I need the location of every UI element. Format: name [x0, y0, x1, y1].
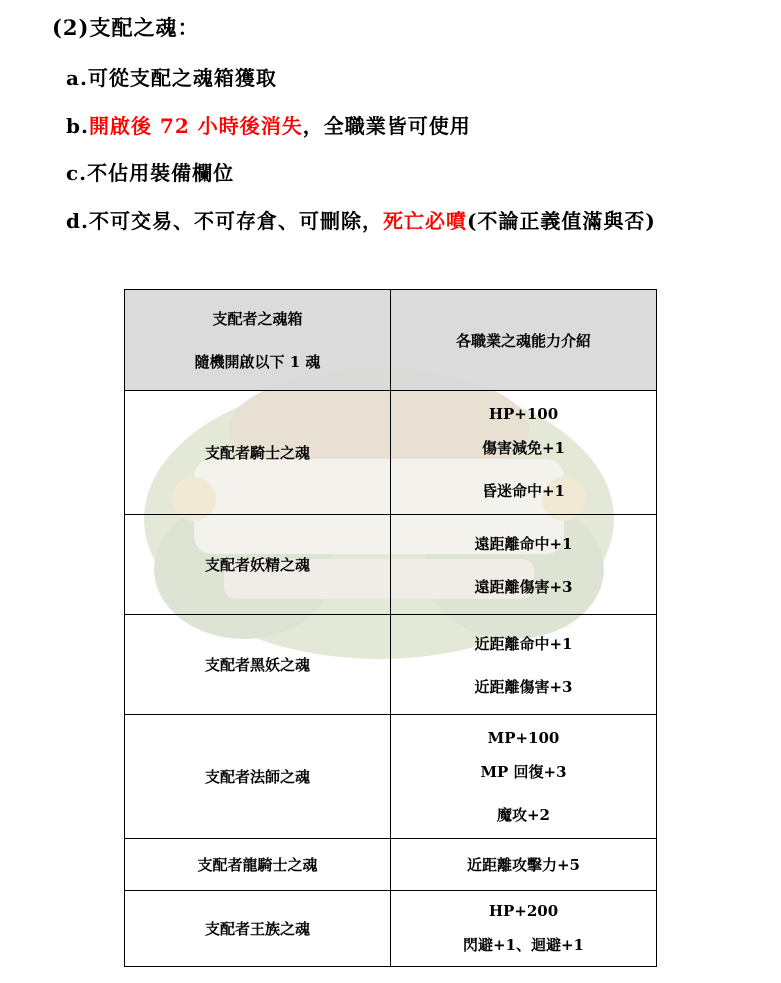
- item-c-text: 不佔用裝備欄位: [87, 161, 235, 185]
- table-row: [125, 615, 657, 715]
- ability-cell: [391, 891, 657, 967]
- list-item-b: [66, 110, 471, 139]
- item-a-text: 可從支配之魂箱獲取: [87, 66, 277, 90]
- ability-text: MP 回復+3: [480, 762, 567, 781]
- ability-text: 昏迷命中+1: [481, 481, 565, 500]
- ability-cell: [391, 715, 657, 839]
- ability-text: 傷害減免+1: [481, 438, 565, 457]
- item-b-text: ，全職業皆可使用: [302, 114, 471, 138]
- ability-text: 遠距離命中+1: [474, 534, 573, 553]
- ability-text: 近距離傷害+3: [474, 677, 573, 696]
- item-d-suffix: (不論正義值滿與否): [466, 209, 656, 233]
- soul-name-cell: 支配者騎士之魂: [125, 391, 391, 515]
- ability-cell: [391, 391, 657, 515]
- header-box-title: 支配者之魂箱: [212, 310, 303, 328]
- item-b-prefix: b.: [66, 114, 89, 138]
- item-d-text: 不可交易、不可存倉、可刪除，: [88, 209, 383, 233]
- header-box-subtitle: 隨機開啟以下 1 魂: [194, 353, 321, 371]
- soul-name-cell: 支配者法師之魂: [125, 715, 391, 839]
- ability-text: 近距離命中+1: [474, 634, 573, 653]
- soul-name-cell: 支配者王族之魂: [125, 891, 391, 967]
- table-row: [125, 515, 657, 615]
- list-item-a: [66, 62, 277, 91]
- soul-name-cell: 支配者龍騎士之魂: [125, 839, 391, 891]
- ability-text: HP+200: [488, 902, 559, 920]
- ability-text: 近距離攻擊力+5: [466, 856, 580, 874]
- item-a-prefix: a.: [66, 66, 88, 90]
- header-ability-title: 各職業之魂能力介紹: [455, 331, 591, 350]
- table-header-row: [125, 290, 657, 391]
- item-d-prefix: d.: [66, 209, 89, 233]
- ability-text: HP+100: [488, 404, 559, 423]
- list-item-d: [66, 205, 656, 234]
- list-item-c: [66, 157, 234, 186]
- table-row: [125, 391, 657, 515]
- ability-cell: [391, 839, 657, 891]
- header-ability-cell: [391, 290, 657, 391]
- table-row: [125, 839, 657, 891]
- ability-cell: [391, 615, 657, 715]
- item-b-highlight: 開啟後 72 小時後消失: [88, 114, 303, 138]
- soul-name-cell: 支配者妖精之魂: [125, 515, 391, 615]
- ability-text: 遠距離傷害+3: [474, 577, 573, 596]
- ability-cell: [391, 515, 657, 615]
- item-c-prefix: c.: [66, 161, 88, 185]
- soul-name-cell: 支配者黑妖之魂: [125, 615, 391, 715]
- soul-ability-table: [124, 289, 657, 967]
- table-row: [125, 715, 657, 839]
- ability-text: MP+100: [487, 728, 560, 747]
- table-row: [125, 891, 657, 967]
- ability-text: 魔攻+2: [496, 805, 550, 824]
- ability-text: 閃避+1、迴避+1: [462, 936, 584, 954]
- item-d-highlight: 死亡必噴: [382, 209, 467, 233]
- header-box-cell: [125, 290, 391, 391]
- soul-table-container: [124, 289, 657, 970]
- section-heading: (2)支配之魂：: [52, 15, 200, 40]
